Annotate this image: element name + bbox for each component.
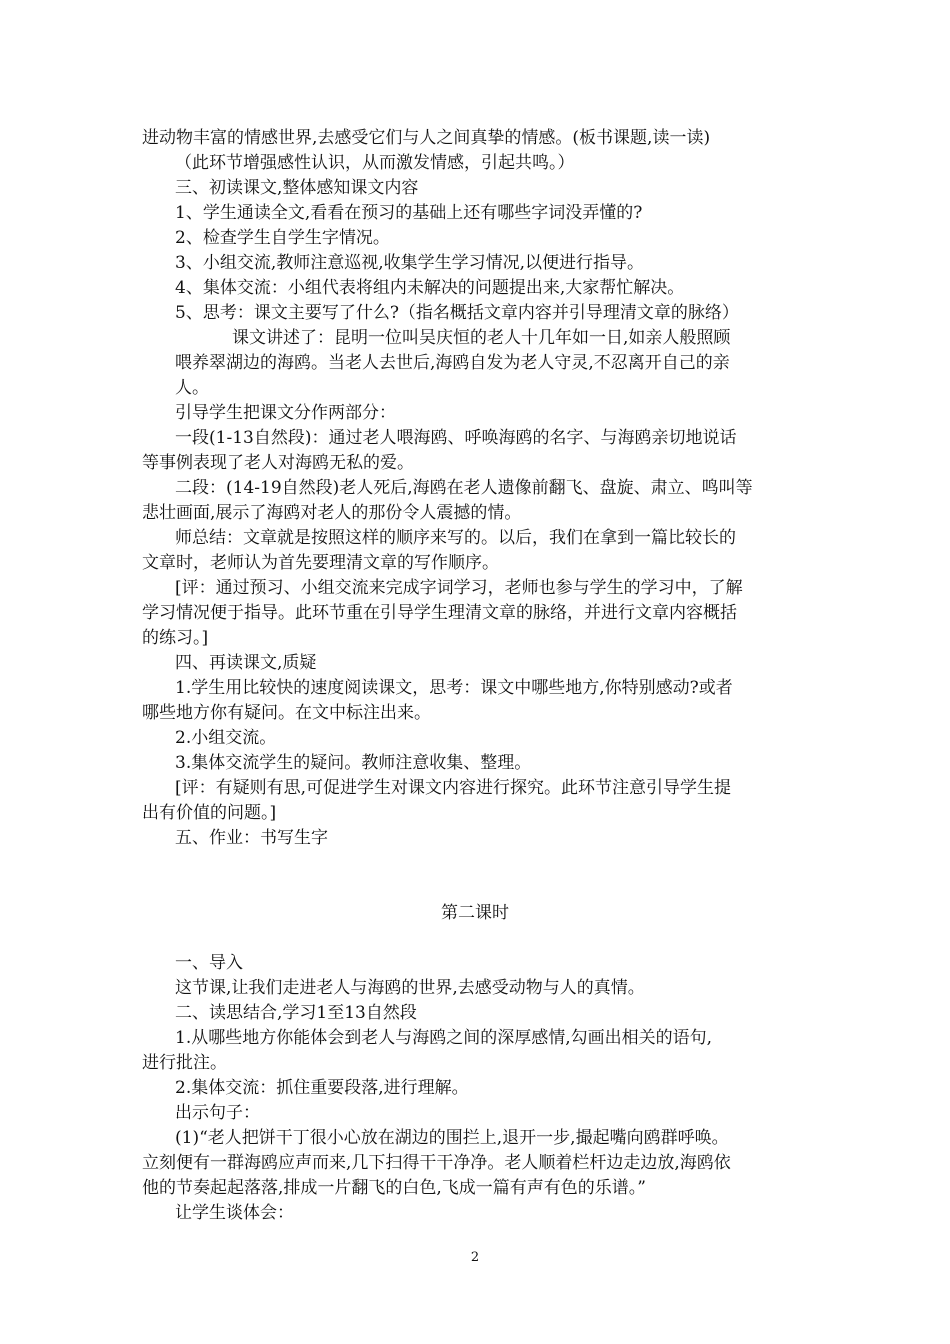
text-line: 一段(1-13自然段)：通过老人喂海鸥、呼唤海鸥的名字、与海鸥亲切地说话 bbox=[175, 428, 737, 448]
text-line: 4、集体交流：小组代表将组内未解决的问题提出来,大家帮忙解决。 bbox=[175, 278, 685, 298]
text-line: 1、学生通读全文,看看在预习的基础上还有哪些字词没弄懂的? bbox=[175, 203, 643, 223]
quoted-sentence: (1)“老人把饼干丁很小心放在湖边的围拦上,退开一步,撮起嘴向鸥群呼唤。 bbox=[175, 1128, 729, 1148]
text-line: 哪些地方你有疑问。在文中标注出来。 bbox=[142, 703, 431, 723]
text-line: [评：有疑则有思,可促进学生对课文内容进行探究。此环节注意引导学生提 bbox=[175, 778, 732, 798]
section-title: 第二课时 bbox=[441, 903, 509, 923]
text-line: 3.集体交流学生的疑问。教师注意收集、整理。 bbox=[175, 753, 532, 773]
text-line: 2.小组交流。 bbox=[175, 728, 277, 748]
section-heading: 三、初读课文,整体感知课文内容 bbox=[175, 178, 419, 198]
text-line: 2.集体交流：抓住重要段落,进行理解。 bbox=[175, 1078, 469, 1098]
text-line: 1.学生用比较快的速度阅读课文，思考：课文中哪些地方,你特别感动?或者 bbox=[175, 678, 733, 698]
text-line: 人。 bbox=[175, 378, 209, 398]
text-line: （此环节增强感性认识，从而激发情感，引起共鸣。） bbox=[175, 153, 575, 173]
text-line: 的练习。] bbox=[142, 628, 209, 648]
section-heading: 一、导入 bbox=[175, 953, 243, 973]
text-line: 1.从哪些地方你能体会到老人与海鸥之间的深厚感情,勾画出相关的语句, bbox=[175, 1028, 713, 1048]
text-line: 文章时，老师认为首先要理清文章的写作顺序。 bbox=[142, 553, 499, 573]
section-heading: 二、读思结合,学习1至13自然段 bbox=[175, 1003, 417, 1023]
text-line: 二段：(14-19自然段)老人死后,海鸥在老人遗像前翻飞、盘旋、肃立、鸣叫等 bbox=[175, 478, 753, 498]
text-line: 悲壮画面,展示了海鸥对老人的那份令人震撼的情。 bbox=[142, 503, 522, 523]
text-line: 5、思考：课文主要写了什么?（指名概括文章内容并引导理清文章的脉络） bbox=[175, 303, 739, 323]
text-line: 进行批注。 bbox=[142, 1053, 227, 1073]
text-line: 师总结：文章就是按照这样的顺序来写的。以后，我们在拿到一篇比较长的 bbox=[175, 528, 736, 548]
text-line: 引导学生把课文分作两部分： bbox=[175, 403, 396, 423]
text-line: 出有价值的问题。] bbox=[142, 803, 277, 823]
text-line: 出示句子： bbox=[175, 1103, 260, 1123]
quoted-sentence: 他的节奏起起落落,排成一片翻飞的白色,飞成一篇有声有色的乐谱。” bbox=[142, 1178, 646, 1198]
text-line: 等事例表现了老人对海鸥无私的爱。 bbox=[142, 453, 414, 473]
text-line: 2、检查学生自学生字情况。 bbox=[175, 228, 390, 248]
section-heading: 五、作业：书写生字 bbox=[175, 828, 328, 848]
text-line: [评：通过预习、小组交流来完成字词学习，老师也参与学生的学习中，了解 bbox=[175, 578, 743, 598]
quoted-sentence: 立刻便有一群海鸥应声而来,几下扫得干干净净。老人顺着栏杆边走边放,海鸥依 bbox=[142, 1153, 731, 1173]
text-line: 课文讲述了：昆明一位叫吴庆恒的老人十几年如一日,如亲人般照顾 bbox=[232, 328, 731, 348]
section-heading: 四、再读课文,质疑 bbox=[175, 653, 317, 673]
text-line: 学习情况便于指导。此环节重在引导学生理清文章的脉络，并进行文章内容概括 bbox=[142, 603, 737, 623]
text-line: 让学生谈体会： bbox=[175, 1203, 294, 1223]
page-number: 2 bbox=[470, 1250, 480, 1265]
text-line: 这节课,让我们走进老人与海鸥的世界,去感受动物与人的真情。 bbox=[175, 978, 645, 998]
text-line: 3、小组交流,教师注意巡视,收集学生学习情况,以便进行指导。 bbox=[175, 253, 645, 273]
text-line: 喂养翠湖边的海鸥。当老人去世后,海鸥自发为老人守灵,不忍离开自己的亲 bbox=[175, 353, 730, 373]
text-line: 进动物丰富的情感世界,去感受它们与人之间真挚的情感。(板书课题,读一读) bbox=[142, 128, 711, 148]
